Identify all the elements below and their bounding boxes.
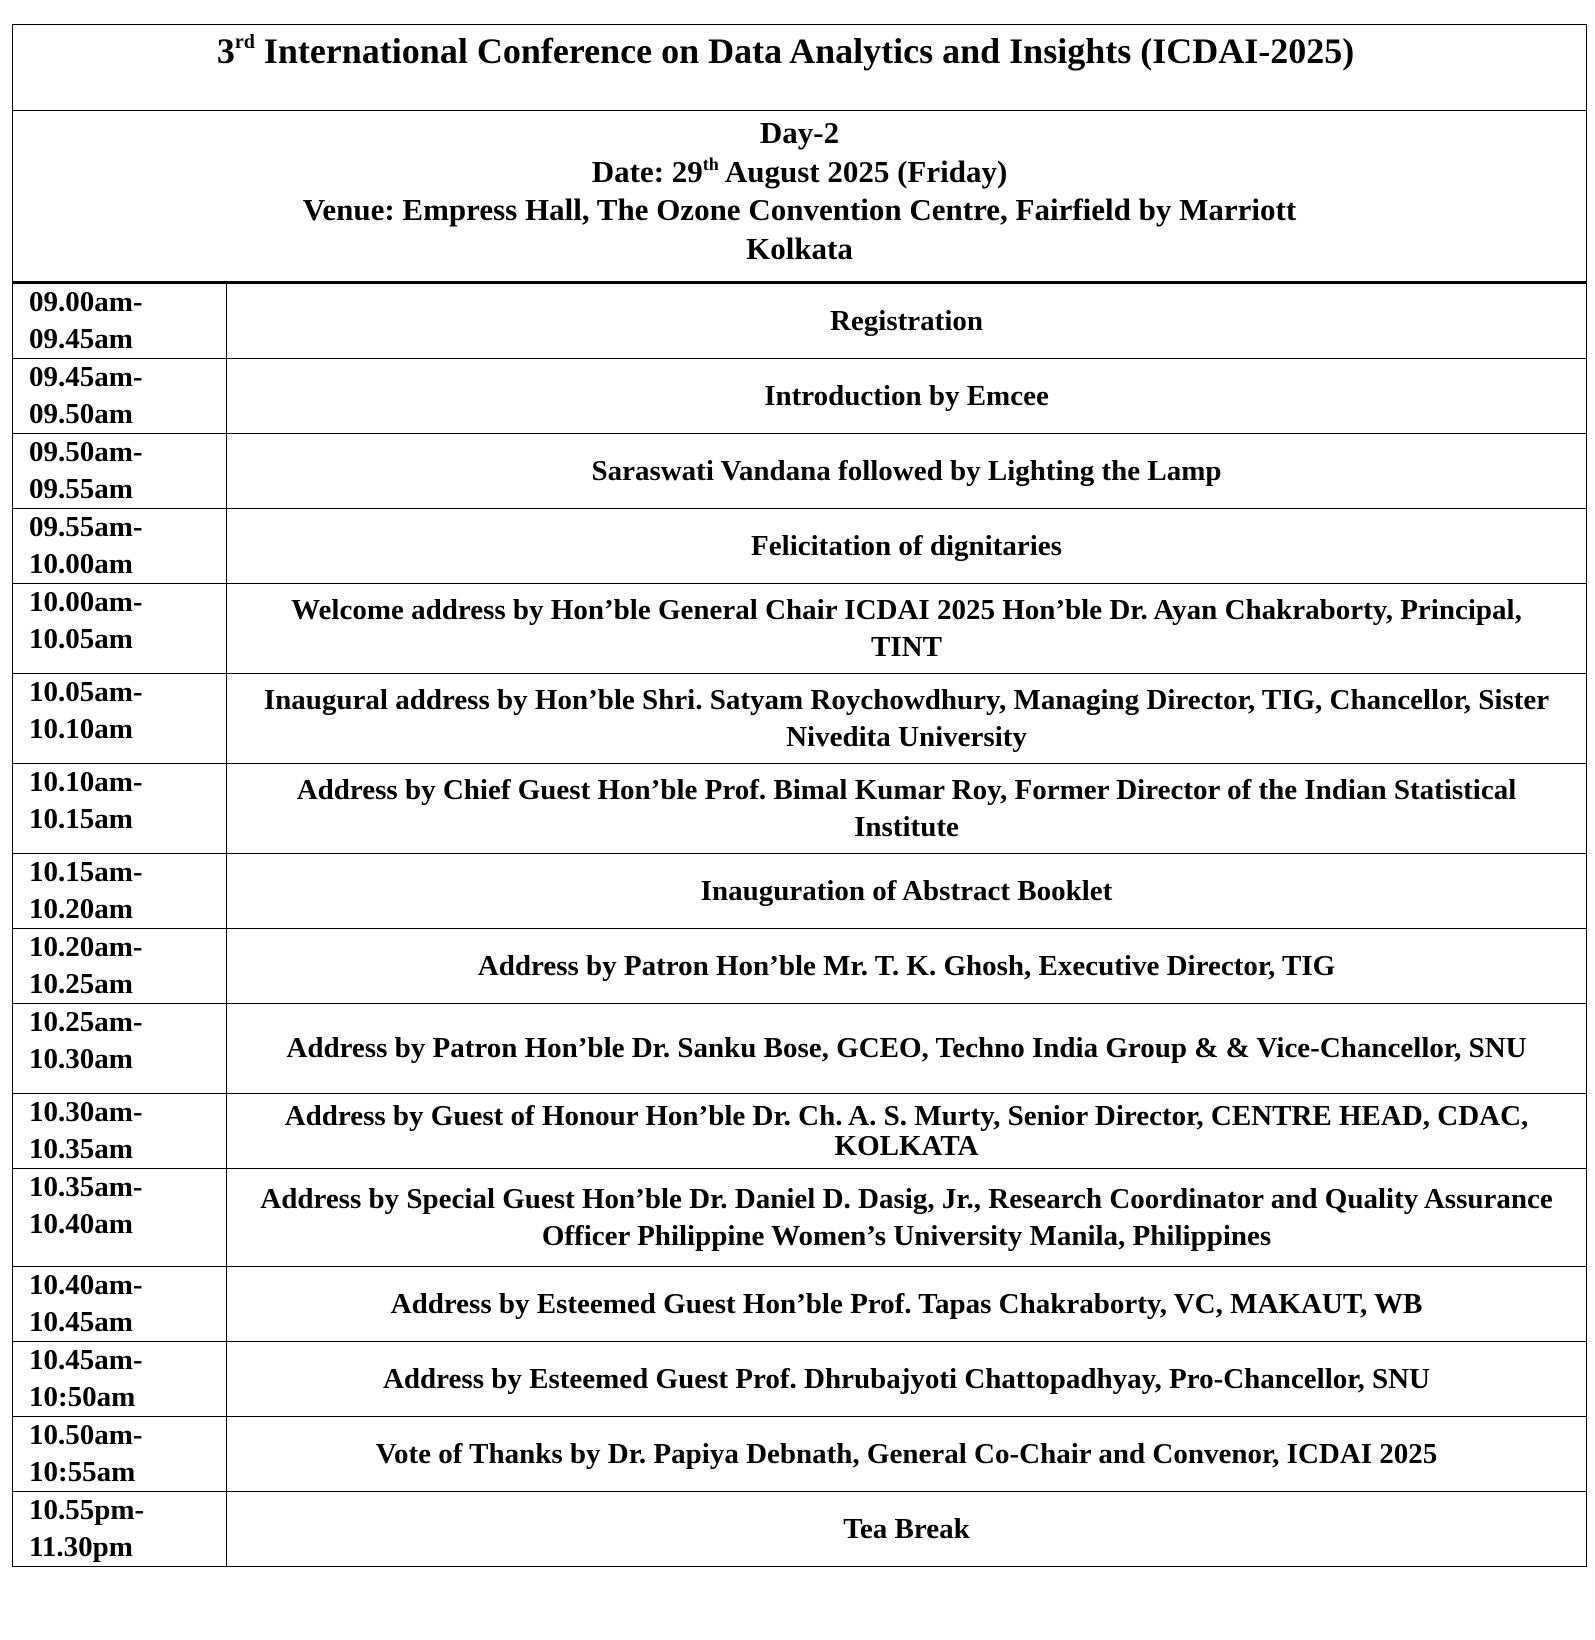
- time-start: 10.10am-: [29, 766, 143, 798]
- time-cell: [13, 283, 227, 359]
- title-row: [13, 25, 1587, 111]
- time-end: 10.40am: [29, 1208, 133, 1240]
- day-label: Day-2: [759, 115, 840, 150]
- schedule-document: [12, 24, 1586, 1567]
- event-cell: Welcome address by Hon’ble General Chair ICDAI 2025 Hon’ble Dr. Ayan Chakraborty, Principal, TINT: [227, 584, 1587, 674]
- time-start: 10.35am-: [29, 1171, 143, 1203]
- info-row: [13, 111, 1587, 283]
- time-end: 10.15am: [29, 803, 133, 835]
- time-start: 10.40am-: [29, 1269, 143, 1301]
- time-start: 10.30am-: [29, 1096, 143, 1128]
- schedule-row: [13, 509, 1587, 584]
- event-cell: Introduction by Emcee: [227, 359, 1587, 434]
- time-start: 10.50am-: [29, 1419, 143, 1451]
- time-end: 10:50am: [29, 1381, 136, 1413]
- time-cell: [13, 434, 227, 509]
- time-cell: [13, 1267, 227, 1342]
- time-end: 10.05am: [29, 623, 133, 655]
- schedule-row: [13, 674, 1587, 764]
- info-cell: [13, 111, 1587, 283]
- time-end: 10.00am: [29, 548, 133, 580]
- schedule-row: [13, 1004, 1587, 1094]
- time-end: 10.10am: [29, 713, 133, 745]
- event-cell: Tea Break: [227, 1492, 1587, 1567]
- schedule-row: [13, 584, 1587, 674]
- time-start: 10.05am-: [29, 676, 143, 708]
- schedule-row: [13, 1492, 1587, 1567]
- time-cell: [13, 929, 227, 1004]
- title-text: International Conference on Data Analytics and Insights (ICDAI-2025): [254, 31, 1355, 71]
- venue-label: Venue: Empress Hall, The Ozone Convention Centre, Fairfield by Marriott Kolkata: [302, 192, 1297, 266]
- event-cell: Address by Esteemed Guest Hon’ble Prof. Tapas Chakraborty, VC, MAKAUT, WB: [227, 1267, 1587, 1342]
- schedule-row: [13, 1094, 1587, 1169]
- event-cell: Felicitation of dignitaries: [227, 509, 1587, 584]
- date-rest: August 2025 (Friday): [718, 153, 1008, 189]
- time-cell: [13, 1004, 227, 1094]
- time-start: 10.20am-: [29, 931, 143, 963]
- time-start: 10.55pm-: [29, 1494, 145, 1526]
- time-end: 10.45am: [29, 1306, 133, 1338]
- schedule-row: [13, 1342, 1587, 1417]
- time-cell: [13, 854, 227, 929]
- event-cell: Inaugural address by Hon’ble Shri. Satyam Roychowdhury, Managing Director, TIG, Chancellor, Sister Nivedita University: [227, 674, 1587, 764]
- time-cell: [13, 584, 227, 674]
- event-cell: Inauguration of Abstract Booklet: [227, 854, 1587, 929]
- event-cell: Address by Special Guest Hon’ble Dr. Daniel D. Dasig, Jr., Research Coordinator and Quality Assurance Officer Philippine Women’s University Manila, Philippines: [227, 1169, 1587, 1267]
- date-label: [13, 153, 1586, 192]
- time-start: 09.45am-: [29, 361, 143, 393]
- time-end: 09.45am: [29, 323, 133, 355]
- time-cell: [13, 1492, 227, 1567]
- time-end: 09.55am: [29, 473, 133, 505]
- schedule-row: [13, 359, 1587, 434]
- time-start: 10.25am-: [29, 1006, 143, 1038]
- date-prefix: Date: 29: [591, 153, 703, 189]
- title-ordinal-sup: rd: [234, 31, 255, 53]
- time-cell: [13, 674, 227, 764]
- time-cell: [13, 359, 227, 434]
- date-sup: th: [702, 153, 719, 174]
- schedule-table: [12, 24, 1587, 1567]
- schedule-row: [13, 1267, 1587, 1342]
- event-cell: Address by Esteemed Guest Prof. Dhrubajyoti Chattopadhyay, Pro-Chancellor, SNU: [227, 1342, 1587, 1417]
- event-cell: Registration: [227, 283, 1587, 359]
- time-start: 10.45am-: [29, 1344, 143, 1376]
- time-end: 10.25am: [29, 968, 133, 1000]
- time-start: 09.50am-: [29, 436, 143, 468]
- time-start: 10.15am-: [29, 856, 143, 888]
- time-end: 09.50am: [29, 398, 133, 430]
- schedule-row: [13, 434, 1587, 509]
- schedule-row: [13, 1417, 1587, 1492]
- schedule-row: [13, 283, 1587, 359]
- time-start: 09.00am-: [29, 286, 143, 318]
- event-cell: Address by Guest of Honour Hon’ble Dr. Ch. A. S. Murty, Senior Director, CENTRE HEAD, CDAC, KOLKATA: [227, 1094, 1587, 1169]
- event-cell: Vote of Thanks by Dr. Papiya Debnath, General Co-Chair and Convenor, ICDAI 2025: [227, 1417, 1587, 1492]
- time-end: 11.30pm: [29, 1531, 133, 1563]
- time-cell: [13, 764, 227, 854]
- event-cell: Address by Patron Hon’ble Mr. T. K. Ghosh, Executive Director, TIG: [227, 929, 1587, 1004]
- event-cell: Address by Chief Guest Hon’ble Prof. Bimal Kumar Roy, Former Director of the Indian Statistical Institute: [227, 764, 1587, 854]
- time-cell: [13, 1094, 227, 1169]
- time-end: 10.35am: [29, 1133, 133, 1165]
- conference-title: [13, 25, 1586, 75]
- time-cell: [13, 509, 227, 584]
- schedule-row: [13, 1169, 1587, 1267]
- schedule-row: [13, 854, 1587, 929]
- time-cell: [13, 1417, 227, 1492]
- schedule-row: [13, 929, 1587, 1004]
- time-cell: [13, 1342, 227, 1417]
- time-end: 10.20am: [29, 893, 133, 925]
- time-start: 10.00am-: [29, 586, 143, 618]
- title-ordinal: 3: [216, 31, 235, 71]
- event-cell: Address by Patron Hon’ble Dr. Sanku Bose, GCEO, Techno India Group & & Vice-Chancellor, SNU: [227, 1004, 1587, 1094]
- title-cell: [13, 25, 1587, 111]
- event-cell: Saraswati Vandana followed by Lighting the Lamp: [227, 434, 1587, 509]
- time-start: 09.55am-: [29, 511, 143, 543]
- schedule-row: [13, 764, 1587, 854]
- time-end: 10.30am: [29, 1043, 133, 1075]
- time-end: 10:55am: [29, 1456, 136, 1488]
- time-cell: [13, 1169, 227, 1267]
